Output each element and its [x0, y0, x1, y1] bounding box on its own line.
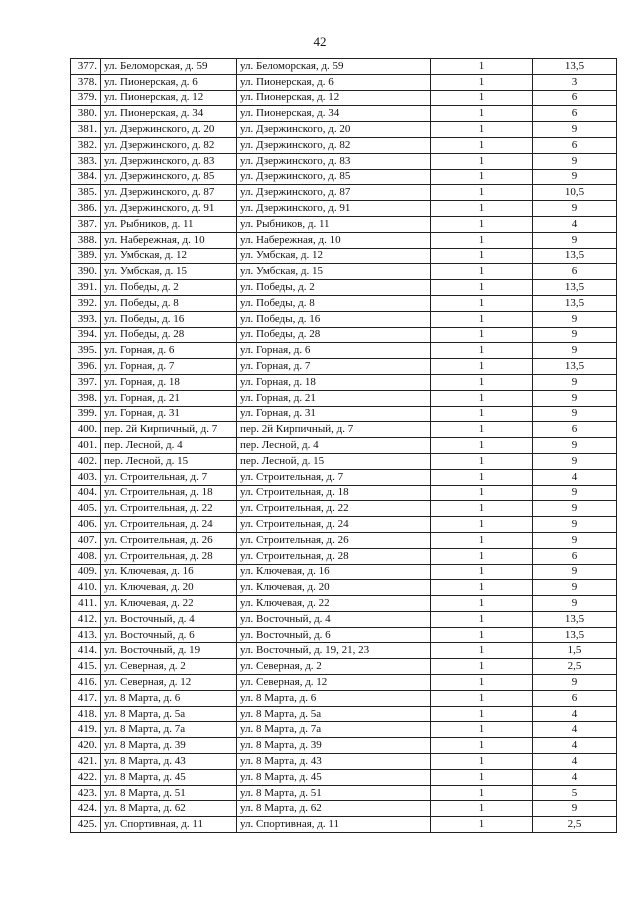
row-number: 416. [71, 675, 101, 691]
address-cell: ул. Строительная, д. 24 [101, 517, 237, 533]
row-number: 420. [71, 738, 101, 754]
address-cell-duplicate: ул. Победы, д. 2 [237, 280, 431, 296]
address-cell: ул. Ключевая, д. 20 [101, 580, 237, 596]
row-number: 380. [71, 106, 101, 122]
value-cell: 13,5 [533, 248, 617, 264]
value-cell: 9 [533, 517, 617, 533]
value-cell: 9 [533, 453, 617, 469]
row-number: 422. [71, 769, 101, 785]
table-row [71, 359, 617, 375]
row-number: 401. [71, 438, 101, 454]
table-row [71, 185, 617, 201]
quantity-cell: 1 [431, 169, 533, 185]
row-number: 411. [71, 596, 101, 612]
quantity-cell: 1 [431, 738, 533, 754]
row-number: 415. [71, 659, 101, 675]
address-cell-duplicate: ул. 8 Марта, д. 43 [237, 754, 431, 770]
row-number: 421. [71, 754, 101, 770]
address-cell-duplicate: ул. Дзержинского, д. 83 [237, 153, 431, 169]
row-number: 393. [71, 311, 101, 327]
address-cell: ул. 8 Марта, д. 7а [101, 722, 237, 738]
quantity-cell: 1 [431, 59, 533, 75]
row-number: 386. [71, 201, 101, 217]
address-cell-duplicate: ул. Ключевая, д. 16 [237, 564, 431, 580]
quantity-cell: 1 [431, 611, 533, 627]
quantity-cell: 1 [431, 153, 533, 169]
quantity-cell: 1 [431, 769, 533, 785]
row-number: 412. [71, 611, 101, 627]
value-cell: 9 [533, 153, 617, 169]
address-cell-duplicate: ул. 8 Марта, д. 7а [237, 722, 431, 738]
address-cell-duplicate: ул. 8 Марта, д. 6 [237, 690, 431, 706]
value-cell: 2,5 [533, 817, 617, 833]
address-cell: ул. Строительная, д. 26 [101, 532, 237, 548]
address-cell-duplicate: ул. Строительная, д. 22 [237, 501, 431, 517]
address-cell: ул. Умбская, д. 15 [101, 264, 237, 280]
address-cell: ул. Спортивная, д. 11 [101, 817, 237, 833]
value-cell: 6 [533, 264, 617, 280]
table-row [71, 643, 617, 659]
address-cell: пер. Лесной, д. 4 [101, 438, 237, 454]
table-row [71, 106, 617, 122]
value-cell: 9 [533, 801, 617, 817]
table-row [71, 438, 617, 454]
address-cell: ул. Дзержинского, д. 20 [101, 122, 237, 138]
quantity-cell: 1 [431, 311, 533, 327]
value-cell: 4 [533, 722, 617, 738]
address-cell-duplicate: ул. Горная, д. 21 [237, 390, 431, 406]
row-number: 397. [71, 374, 101, 390]
row-number: 388. [71, 232, 101, 248]
value-cell: 4 [533, 769, 617, 785]
address-cell-duplicate: ул. Восточный, д. 6 [237, 627, 431, 643]
address-cell: ул. Горная, д. 21 [101, 390, 237, 406]
table-row [71, 232, 617, 248]
table-row [71, 785, 617, 801]
table-row [71, 501, 617, 517]
value-cell: 10,5 [533, 185, 617, 201]
table-row [71, 311, 617, 327]
row-number: 387. [71, 216, 101, 232]
value-cell: 4 [533, 216, 617, 232]
address-cell: ул. Умбская, д. 12 [101, 248, 237, 264]
address-cell: ул. Дзержинского, д. 83 [101, 153, 237, 169]
quantity-cell: 1 [431, 659, 533, 675]
table-row [71, 611, 617, 627]
address-cell-duplicate: ул. Северная, д. 12 [237, 675, 431, 691]
table-row [71, 169, 617, 185]
row-number: 400. [71, 422, 101, 438]
value-cell: 9 [533, 675, 617, 691]
quantity-cell: 1 [431, 690, 533, 706]
table-row [71, 153, 617, 169]
address-cell-duplicate: ул. Победы, д. 8 [237, 295, 431, 311]
address-cell-duplicate: ул. Набережная, д. 10 [237, 232, 431, 248]
address-cell: ул. Пионерская, д. 6 [101, 74, 237, 90]
table-row [71, 390, 617, 406]
address-cell-duplicate: ул. Строительная, д. 26 [237, 532, 431, 548]
table-row [71, 801, 617, 817]
quantity-cell: 1 [431, 327, 533, 343]
row-number: 407. [71, 532, 101, 548]
address-cell: ул. 8 Марта, д. 6 [101, 690, 237, 706]
value-cell: 9 [533, 311, 617, 327]
row-number: 425. [71, 817, 101, 833]
quantity-cell: 1 [431, 754, 533, 770]
quantity-cell: 1 [431, 359, 533, 375]
value-cell: 5 [533, 785, 617, 801]
table-row [71, 690, 617, 706]
quantity-cell: 1 [431, 469, 533, 485]
address-cell: ул. Рыбников, д. 11 [101, 216, 237, 232]
address-cell-duplicate: ул. Горная, д. 31 [237, 406, 431, 422]
address-cell-duplicate: ул. 8 Марта, д. 5а [237, 706, 431, 722]
address-cell: ул. Северная, д. 2 [101, 659, 237, 675]
address-cell: ул. Набережная, д. 10 [101, 232, 237, 248]
address-cell: ул. Ключевая, д. 16 [101, 564, 237, 580]
quantity-cell: 1 [431, 817, 533, 833]
address-cell: ул. Горная, д. 6 [101, 343, 237, 359]
table-row [71, 327, 617, 343]
row-number: 419. [71, 722, 101, 738]
table-row [71, 280, 617, 296]
address-cell: ул. Пионерская, д. 12 [101, 90, 237, 106]
value-cell: 6 [533, 90, 617, 106]
quantity-cell: 1 [431, 216, 533, 232]
address-cell-duplicate: ул. Беломорская, д. 59 [237, 59, 431, 75]
address-cell-duplicate: ул. Дзержинского, д. 20 [237, 122, 431, 138]
value-cell: 9 [533, 374, 617, 390]
address-cell: ул. Ключевая, д. 22 [101, 596, 237, 612]
quantity-cell: 1 [431, 438, 533, 454]
quantity-cell: 1 [431, 532, 533, 548]
row-number: 396. [71, 359, 101, 375]
table-row [71, 374, 617, 390]
quantity-cell: 1 [431, 280, 533, 296]
address-cell: ул. Строительная, д. 7 [101, 469, 237, 485]
address-cell-duplicate: ул. Дзержинского, д. 85 [237, 169, 431, 185]
address-cell-duplicate: ул. Победы, д. 28 [237, 327, 431, 343]
value-cell: 9 [533, 580, 617, 596]
address-cell: ул. Строительная, д. 28 [101, 548, 237, 564]
table-row [71, 201, 617, 217]
table-row [71, 754, 617, 770]
quantity-cell: 1 [431, 374, 533, 390]
address-cell: ул. 8 Марта, д. 51 [101, 785, 237, 801]
row-number: 378. [71, 74, 101, 90]
address-cell-duplicate: ул. Горная, д. 6 [237, 343, 431, 359]
address-cell: ул. 8 Марта, д. 62 [101, 801, 237, 817]
address-cell-duplicate: пер. Лесной, д. 4 [237, 438, 431, 454]
quantity-cell: 1 [431, 501, 533, 517]
address-cell: ул. Горная, д. 31 [101, 406, 237, 422]
address-cell-duplicate: пер. 2й Кирпичный, д. 7 [237, 422, 431, 438]
table-row [71, 264, 617, 280]
table-row [71, 596, 617, 612]
address-cell: ул. Горная, д. 7 [101, 359, 237, 375]
address-cell: ул. Беломорская, д. 59 [101, 59, 237, 75]
row-number: 394. [71, 327, 101, 343]
address-cell: ул. 8 Марта, д. 5а [101, 706, 237, 722]
table-row [71, 817, 617, 833]
address-cell-duplicate: ул. 8 Марта, д. 51 [237, 785, 431, 801]
quantity-cell: 1 [431, 201, 533, 217]
address-cell: ул. Победы, д. 16 [101, 311, 237, 327]
quantity-cell: 1 [431, 801, 533, 817]
quantity-cell: 1 [431, 406, 533, 422]
address-cell-duplicate: ул. 8 Марта, д. 62 [237, 801, 431, 817]
table-body [71, 59, 617, 833]
address-cell-duplicate: ул. Ключевая, д. 20 [237, 580, 431, 596]
address-cell-duplicate: ул. Горная, д. 7 [237, 359, 431, 375]
row-number: 409. [71, 564, 101, 580]
value-cell: 9 [533, 343, 617, 359]
page-number: 42 [313, 34, 327, 49]
address-cell-duplicate: ул. Дзержинского, д. 82 [237, 137, 431, 153]
value-cell: 9 [533, 327, 617, 343]
row-number: 403. [71, 469, 101, 485]
address-cell-duplicate: ул. Рыбников, д. 11 [237, 216, 431, 232]
row-number: 423. [71, 785, 101, 801]
row-number: 385. [71, 185, 101, 201]
address-cell-duplicate: ул. 8 Марта, д. 39 [237, 738, 431, 754]
value-cell: 9 [533, 438, 617, 454]
quantity-cell: 1 [431, 137, 533, 153]
value-cell: 9 [533, 564, 617, 580]
address-cell: ул. Дзержинского, д. 82 [101, 137, 237, 153]
address-cell: ул. 8 Марта, д. 45 [101, 769, 237, 785]
value-cell: 6 [533, 548, 617, 564]
value-cell: 4 [533, 469, 617, 485]
table-row [71, 722, 617, 738]
quantity-cell: 1 [431, 722, 533, 738]
address-cell: ул. Восточный, д. 4 [101, 611, 237, 627]
table-row [71, 469, 617, 485]
row-number: 404. [71, 485, 101, 501]
address-cell: ул. Строительная, д. 18 [101, 485, 237, 501]
row-number: 382. [71, 137, 101, 153]
address-cell: ул. 8 Марта, д. 39 [101, 738, 237, 754]
address-cell-duplicate: ул. Умбская, д. 12 [237, 248, 431, 264]
quantity-cell: 1 [431, 343, 533, 359]
value-cell: 6 [533, 106, 617, 122]
row-number: 391. [71, 280, 101, 296]
address-cell: ул. 8 Марта, д. 43 [101, 754, 237, 770]
row-number: 379. [71, 90, 101, 106]
quantity-cell: 1 [431, 264, 533, 280]
value-cell: 9 [533, 390, 617, 406]
address-cell-duplicate: ул. Строительная, д. 28 [237, 548, 431, 564]
table-row [71, 90, 617, 106]
table-row [71, 548, 617, 564]
row-number: 402. [71, 453, 101, 469]
value-cell: 13,5 [533, 295, 617, 311]
row-number: 413. [71, 627, 101, 643]
address-cell: ул. Дзержинского, д. 91 [101, 201, 237, 217]
address-cell: пер. Лесной, д. 15 [101, 453, 237, 469]
quantity-cell: 1 [431, 485, 533, 501]
row-number: 424. [71, 801, 101, 817]
value-cell: 6 [533, 137, 617, 153]
address-cell-duplicate: ул. Горная, д. 18 [237, 374, 431, 390]
address-cell: пер. 2й Кирпичный, д. 7 [101, 422, 237, 438]
table-row [71, 453, 617, 469]
address-cell: ул. Восточный, д. 6 [101, 627, 237, 643]
address-cell-duplicate: ул. Строительная, д. 18 [237, 485, 431, 501]
address-cell-duplicate: ул. Пионерская, д. 12 [237, 90, 431, 106]
value-cell: 13,5 [533, 627, 617, 643]
quantity-cell: 1 [431, 548, 533, 564]
quantity-cell: 1 [431, 90, 533, 106]
value-cell: 4 [533, 754, 617, 770]
address-cell-duplicate: ул. Умбская, д. 15 [237, 264, 431, 280]
address-cell-duplicate: ул. Строительная, д. 24 [237, 517, 431, 533]
table-row [71, 769, 617, 785]
value-cell: 9 [533, 232, 617, 248]
table-row [71, 659, 617, 675]
table-row [71, 248, 617, 264]
value-cell: 13,5 [533, 359, 617, 375]
address-cell: ул. Горная, д. 18 [101, 374, 237, 390]
address-cell: ул. Победы, д. 8 [101, 295, 237, 311]
quantity-cell: 1 [431, 185, 533, 201]
address-cell: ул. Восточный, д. 19 [101, 643, 237, 659]
row-number: 398. [71, 390, 101, 406]
quantity-cell: 1 [431, 596, 533, 612]
address-cell-duplicate: ул. Спортивная, д. 11 [237, 817, 431, 833]
address-cell-duplicate: ул. Дзержинского, д. 91 [237, 201, 431, 217]
table-row [71, 74, 617, 90]
table-row [71, 706, 617, 722]
row-number: 395. [71, 343, 101, 359]
value-cell: 9 [533, 485, 617, 501]
table-row [71, 343, 617, 359]
row-number: 405. [71, 501, 101, 517]
address-cell-duplicate: ул. Дзержинского, д. 87 [237, 185, 431, 201]
address-cell-duplicate: ул. Ключевая, д. 22 [237, 596, 431, 612]
table-row [71, 59, 617, 75]
table-row [71, 122, 617, 138]
value-cell: 13,5 [533, 611, 617, 627]
address-cell-duplicate: ул. Пионерская, д. 6 [237, 74, 431, 90]
quantity-cell: 1 [431, 706, 533, 722]
quantity-cell: 1 [431, 248, 533, 264]
quantity-cell: 1 [431, 517, 533, 533]
table-row [71, 627, 617, 643]
table-row [71, 422, 617, 438]
table-row [71, 485, 617, 501]
row-number: 392. [71, 295, 101, 311]
value-cell: 4 [533, 706, 617, 722]
value-cell: 9 [533, 406, 617, 422]
value-cell: 9 [533, 122, 617, 138]
row-number: 414. [71, 643, 101, 659]
row-number: 381. [71, 122, 101, 138]
row-number: 417. [71, 690, 101, 706]
value-cell: 6 [533, 422, 617, 438]
value-cell: 2,5 [533, 659, 617, 675]
address-cell: ул. Северная, д. 12 [101, 675, 237, 691]
address-cell-duplicate: ул. Строительная, д. 7 [237, 469, 431, 485]
quantity-cell: 1 [431, 453, 533, 469]
address-cell: ул. Дзержинского, д. 85 [101, 169, 237, 185]
value-cell: 9 [533, 169, 617, 185]
value-cell: 9 [533, 596, 617, 612]
row-number: 410. [71, 580, 101, 596]
table-row [71, 517, 617, 533]
table-row [71, 406, 617, 422]
value-cell: 9 [533, 501, 617, 517]
quantity-cell: 1 [431, 74, 533, 90]
row-number: 383. [71, 153, 101, 169]
address-table [70, 58, 617, 833]
quantity-cell: 1 [431, 564, 533, 580]
row-number: 390. [71, 264, 101, 280]
value-cell: 9 [533, 201, 617, 217]
table-row [71, 216, 617, 232]
quantity-cell: 1 [431, 295, 533, 311]
quantity-cell: 1 [431, 627, 533, 643]
quantity-cell: 1 [431, 232, 533, 248]
quantity-cell: 1 [431, 122, 533, 138]
value-cell: 9 [533, 532, 617, 548]
table-row [71, 137, 617, 153]
address-cell-duplicate: ул. 8 Марта, д. 45 [237, 769, 431, 785]
table-row [71, 564, 617, 580]
row-number: 377. [71, 59, 101, 75]
row-number: 384. [71, 169, 101, 185]
row-number: 406. [71, 517, 101, 533]
table-row [71, 295, 617, 311]
quantity-cell: 1 [431, 390, 533, 406]
quantity-cell: 1 [431, 785, 533, 801]
table-row [71, 675, 617, 691]
address-cell: ул. Строительная, д. 22 [101, 501, 237, 517]
address-cell: ул. Победы, д. 2 [101, 280, 237, 296]
quantity-cell: 1 [431, 643, 533, 659]
address-cell-duplicate: ул. Северная, д. 2 [237, 659, 431, 675]
value-cell: 13,5 [533, 59, 617, 75]
table-row [71, 532, 617, 548]
table-row [71, 738, 617, 754]
quantity-cell: 1 [431, 675, 533, 691]
address-cell: ул. Пионерская, д. 34 [101, 106, 237, 122]
quantity-cell: 1 [431, 422, 533, 438]
address-cell-duplicate: пер. Лесной, д. 15 [237, 453, 431, 469]
value-cell: 13,5 [533, 280, 617, 296]
quantity-cell: 1 [431, 580, 533, 596]
value-cell: 6 [533, 690, 617, 706]
quantity-cell: 1 [431, 106, 533, 122]
address-cell: ул. Победы, д. 28 [101, 327, 237, 343]
address-cell-duplicate: ул. Восточный, д. 4 [237, 611, 431, 627]
value-cell: 4 [533, 738, 617, 754]
address-cell-duplicate: ул. Восточный, д. 19, 21, 23 [237, 643, 431, 659]
row-number: 399. [71, 406, 101, 422]
address-cell-duplicate: ул. Победы, д. 16 [237, 311, 431, 327]
row-number: 418. [71, 706, 101, 722]
row-number: 389. [71, 248, 101, 264]
row-number: 408. [71, 548, 101, 564]
table-row [71, 580, 617, 596]
value-cell: 1,5 [533, 643, 617, 659]
value-cell: 3 [533, 74, 617, 90]
address-cell-duplicate: ул. Пионерская, д. 34 [237, 106, 431, 122]
address-cell: ул. Дзержинского, д. 87 [101, 185, 237, 201]
